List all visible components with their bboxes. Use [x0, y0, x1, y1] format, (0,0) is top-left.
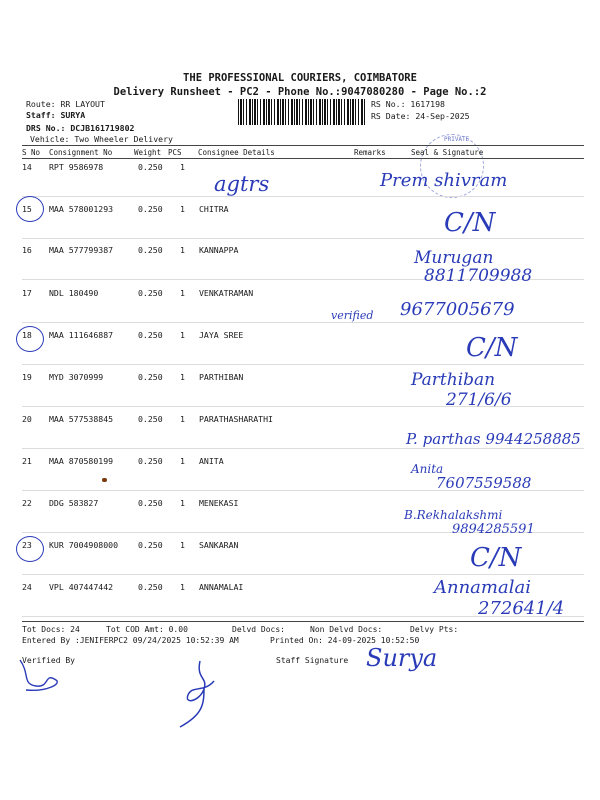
header-rule-top — [22, 145, 584, 146]
sno-cell: 17 — [22, 288, 32, 298]
consignment-cell: RPT 9586978 — [49, 162, 104, 172]
hw-r18-cn: C/N — [466, 333, 518, 363]
hw-r17-phone: 9677005679 — [400, 299, 515, 320]
barcode — [238, 99, 366, 125]
hw-r16-name: Murugan — [414, 248, 494, 268]
hw-r14-sign: Prem shivram — [380, 170, 508, 191]
weight-cell: 0.250 — [138, 288, 163, 298]
consignment-cell: KUR 7004908000 — [49, 540, 119, 550]
weight-cell: 0.250 — [138, 372, 163, 382]
non-delvd-docs: Non Delvd Docs: — [310, 625, 383, 634]
row-23-circle — [16, 536, 44, 562]
col-seal: Seal & Signature — [411, 148, 484, 157]
hw-r24-number: 272641/4 — [478, 598, 565, 619]
hw-r22-name: B.Rekhalakshmi — [404, 508, 503, 522]
weight-cell: 0.250 — [138, 330, 163, 340]
consignment-cell: MYD 3070999 — [49, 372, 104, 382]
consignee-cell: PARTHIBAN — [199, 372, 244, 382]
weight-cell: 0.250 — [138, 245, 163, 255]
printed-on: Printed On: 24-09-2025 10:52:50 — [270, 636, 420, 645]
runsheet-title: Delivery Runsheet - PC2 - Phone No.:9047080280 - Page No.:2 — [113, 86, 487, 98]
consignee-cell: KANNAPPA — [199, 245, 239, 255]
consignment-cell: NDL 180490 — [49, 288, 99, 298]
sno-cell: 19 — [22, 372, 32, 382]
consignee-cell: MENEKASI — [199, 498, 239, 508]
pcs-cell: 1 — [180, 245, 185, 255]
consignment-cell: MAA 111646887 — [49, 330, 114, 340]
weight-cell: 0.250 — [138, 582, 163, 592]
pcs-cell: 1 — [180, 204, 185, 214]
verified-by-scribble — [16, 650, 66, 698]
hw-r23-cn: C/N — [470, 543, 522, 573]
ink-spot — [102, 478, 107, 482]
pcs-cell: 1 — [180, 330, 185, 340]
row-divider — [22, 364, 584, 365]
weight-cell: 0.250 — [138, 498, 163, 508]
hw-r16-phone: 8811709988 — [424, 266, 533, 286]
hw-r15-cn: C/N — [444, 208, 496, 238]
delvy-pts: Delvy Pts: — [410, 625, 459, 634]
delvd-docs: Delvd Docs: — [232, 625, 285, 634]
sno-cell: 21 — [22, 456, 32, 466]
row-15-circle — [16, 196, 44, 222]
hw-r19-number: 271/6/6 — [446, 390, 512, 410]
col-sno: S No — [22, 148, 41, 157]
vehicle: Vehicle: Two Wheeler Delivery — [30, 134, 173, 144]
consignee-cell: ANITA — [199, 456, 224, 466]
hw-r19-name: Parthiban — [411, 370, 496, 390]
consignment-cell: MAA 870580199 — [49, 456, 114, 466]
consignment-cell: MAA 578001293 — [49, 204, 114, 214]
consignee-cell: CHITRA — [199, 204, 229, 214]
sno-cell: 16 — [22, 245, 32, 255]
weight-cell: 0.250 — [138, 204, 163, 214]
header-rule-bottom — [22, 158, 584, 159]
rs-date: RS Date: 24-Sep-2025 — [371, 111, 470, 121]
rs-number: RS No.: 1617198 — [371, 99, 445, 109]
row-divider — [22, 322, 584, 323]
sno-cell: 20 — [22, 414, 32, 424]
pcs-cell: 1 — [180, 414, 185, 424]
staff-signature: Surya — [366, 644, 438, 672]
col-weight: Weight — [134, 148, 162, 157]
route: Route: RR LAYOUT — [26, 99, 105, 109]
weight-cell: 0.250 — [138, 414, 163, 424]
consignment-cell: VPL 407447442 — [49, 582, 114, 592]
sno-cell: 18 — [22, 330, 32, 340]
sno-cell: 14 — [22, 162, 32, 172]
consignee-cell: ANNAMALAI — [199, 582, 244, 592]
hw-r22-phone: 9894285591 — [452, 522, 535, 537]
consignee-cell: JAYA SREE — [199, 330, 244, 340]
row-divider — [22, 448, 584, 449]
consignee-cell: SANKARAN — [199, 540, 239, 550]
tot-cod: Tot COD Amt: 0.00 — [106, 625, 188, 634]
staff-signature-label: Staff Signature — [276, 656, 349, 665]
verifier-signature — [174, 655, 234, 735]
company-name: THE PROFESSIONAL COURIERS, COIMBATORE — [183, 72, 417, 84]
col-remarks: Remarks — [354, 148, 386, 157]
hw-r21-name: Anita — [411, 462, 444, 476]
sno-cell: 24 — [22, 582, 32, 592]
staff: Staff: SURYA — [26, 110, 86, 120]
pcs-cell: 1 — [180, 498, 185, 508]
weight-cell: 0.250 — [138, 162, 163, 172]
pcs-cell: 1 — [180, 372, 185, 382]
pcs-cell: 1 — [180, 582, 185, 592]
sno-cell: 23 — [22, 540, 32, 550]
col-consignment: Consignment No — [49, 148, 113, 157]
row-divider — [22, 238, 584, 239]
verified-by-label: Verified By — [22, 656, 75, 665]
hw-r14-consignee: agtrs — [214, 172, 270, 196]
row-18-circle — [16, 326, 44, 352]
sno-cell: 22 — [22, 498, 32, 508]
hw-r17-verified: verified — [331, 309, 374, 322]
pcs-cell: 1 — [180, 288, 185, 298]
pcs-cell: 1 — [180, 540, 185, 550]
row-divider — [22, 196, 584, 197]
row-divider — [22, 574, 584, 575]
pcs-cell: 1 — [180, 162, 185, 172]
entered-by: Entered By :JENIFERPC2 09/24/2025 10:52:39 AM — [22, 636, 239, 645]
weight-cell: 0.250 — [138, 540, 163, 550]
drs-number: DRS No.: DCJB161719802 — [26, 123, 135, 133]
weight-cell: 0.250 — [138, 456, 163, 466]
consignee-cell: VENKATRAMAN — [199, 288, 254, 298]
hw-r24-name: Annamalai — [434, 577, 531, 598]
consignment-cell: DDG 583827 — [49, 498, 99, 508]
consignee-cell: PARATHASHARATHI — [199, 414, 273, 424]
col-pcs: PCS — [168, 148, 182, 157]
stamp-text: PRIVATE — [444, 136, 470, 143]
footer-rule — [22, 621, 584, 622]
hw-r20: P. parthas 9944258885 — [406, 430, 581, 448]
hw-r21-phone: 7607559588 — [436, 474, 532, 492]
col-consignee: Consignee Details — [198, 148, 275, 157]
pcs-cell: 1 — [180, 456, 185, 466]
tot-docs: Tot Docs: 24 — [22, 625, 80, 634]
consignment-cell: MAA 577538845 — [49, 414, 114, 424]
consignment-cell: MAA 577799387 — [49, 245, 114, 255]
sno-cell: 15 — [22, 204, 32, 214]
